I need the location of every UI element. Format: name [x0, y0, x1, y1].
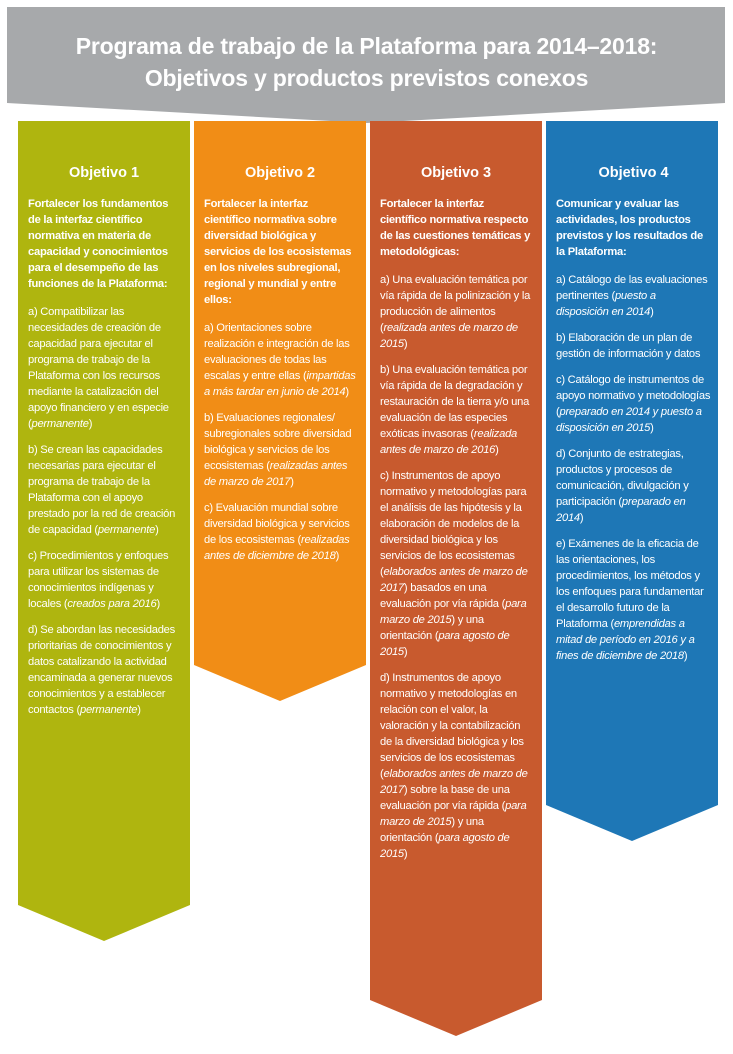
- objective-4-item-a: [556, 272, 711, 320]
- objective-3-item-a: [380, 272, 532, 352]
- item-text: d) Instrumentos de apoyo normativo y metodologías en relación con el valor, la valoración y la contabilización de la diversidad biológica y los servicios de los ecosistemas (: [380, 672, 524, 780]
- objective-3-item-c: [380, 468, 532, 660]
- item-text: e) Exámenes de la eficacia de las orientaciones, los procedimientos, los métodos y los enfoques para fundamentar el desarrollo futuro de la Plataforma (: [556, 538, 704, 630]
- item-tail-3: ): [403, 848, 408, 860]
- objective-2-column: [204, 164, 356, 574]
- objective-4-item-e: [556, 536, 711, 664]
- item-tail: ): [88, 418, 93, 430]
- item-note: preparado en 2014: [556, 496, 686, 524]
- item-tail: ): [650, 422, 654, 434]
- objective-4-intro: Comunicar y evaluar las actividades, los productos previstos y los resultados de la Plataforma:: [556, 198, 703, 258]
- item-tail: ): [335, 550, 340, 562]
- item-note-3: para agosto de 2015: [380, 630, 510, 658]
- item-text: a) Orientaciones sobre realización e integración de las evaluaciones de todas las escalas y entre ellas (: [204, 322, 350, 382]
- item-tail: ): [650, 306, 654, 318]
- objective-1-intro: Fortalecer los fundamentos de la interfaz científico normativa en materia de capacidad y conocimientos para el desempeño de las funciones de la Plataforma:: [28, 198, 169, 290]
- item-note-3: para agosto de 2015: [380, 832, 510, 860]
- item-tail: ): [403, 338, 408, 350]
- item-text: c) Instrumentos de apoyo normativo y metodologías para el análisis de las hipótesis y la elaboración de modelos de la diversidad biológica y los servicios de los ecosistemas (: [380, 470, 527, 578]
- item-tail: ) basados en una evaluación por vía rápida (: [380, 582, 506, 610]
- item-note: puesto a disposición en 2014: [556, 290, 656, 318]
- item-note: elaborados antes de marzo de 2017: [380, 566, 528, 594]
- objective-3-item-d: [380, 670, 532, 862]
- item-note: realizada antes de marzo de 2016: [380, 428, 518, 456]
- objective-3-intro: Fortalecer la interfaz científico normativa respecto de las cuestiones temáticas y metodológicas:: [380, 198, 531, 258]
- objective-1-item-d: [28, 622, 180, 718]
- item-note: permanente: [97, 524, 156, 536]
- objective-2-item-c: [204, 500, 356, 564]
- item-tail: ): [495, 444, 499, 456]
- item-note-2: para marzo de 2015: [380, 598, 527, 626]
- objective-1-item-a: [28, 304, 180, 432]
- item-tail: ): [683, 650, 688, 662]
- item-note: realizadas antes de diciembre de 2018: [204, 534, 350, 562]
- item-note-2: para marzo de 2015: [380, 800, 527, 828]
- objective-2-item-a: [204, 320, 356, 400]
- item-note: preparado en 2014 y puesto a disposición en 2015: [556, 406, 702, 434]
- item-text: b) Una evaluación temática por vía rápida de la degradación y restauración de la tierra y/o una evaluación de las especies exóticas invasoras (: [380, 364, 530, 440]
- objective-1-item-c: [28, 548, 180, 612]
- item-note: permanente: [31, 418, 89, 430]
- item-tail: ) sobre la base de una evaluación por vía rápida (: [380, 784, 510, 812]
- item-text: c) Evaluación mundial sobre diversidad biológica y servicios de los ecosistemas (: [204, 502, 350, 546]
- objective-1-item-b: [28, 442, 180, 538]
- item-text: d) Conjunto de estrategias, productos y procesos de comunicación, divulgación y participación (: [556, 448, 689, 508]
- item-tail: ): [137, 704, 141, 716]
- objective-4-title: Objetivo 4: [598, 165, 669, 181]
- objective-2-intro: Fortalecer la interfaz científico normativa sobre diversidad biológica y servicios de los ecosistemas en los niveles subregional, regional y mundial y entre ellos:: [204, 198, 352, 306]
- objective-1-title: Objetivo 1: [68, 165, 140, 181]
- item-tail-2: ) y una orientación (: [380, 614, 484, 642]
- item-text: a) Catálogo de las evaluaciones pertinentes (: [556, 274, 708, 302]
- item-note: impartidas a más tardar en junio de 2014: [204, 370, 356, 398]
- objective-4-column: [556, 164, 711, 674]
- item-note: elaborados antes de marzo de 2017: [380, 768, 528, 796]
- item-note: realizadas antes de marzo de 2017: [204, 460, 348, 488]
- item-tail-2: ) y una orientación (: [380, 816, 484, 844]
- item-note: emprendidas a mitad de período en 2016 y a fines de diciembre de 2018: [556, 618, 695, 662]
- item-text: a) Una evaluación temática por vía rápida de la polinización y la producción de alimentos (: [380, 274, 531, 334]
- objective-2-item-b: [204, 410, 356, 490]
- item-note: permanente: [79, 704, 138, 716]
- objective-3-title: Objetivo 3: [420, 165, 492, 181]
- item-tail-3: ): [403, 646, 408, 658]
- item-tail: ): [345, 386, 349, 398]
- item-text: a) Compatibilizar las necesidades de creación de capacidad para ejecutar el programa de trabajo de la Plataforma con los recursos mediante la catalización del apoyo financiero y en especie (: [28, 306, 169, 430]
- item-tail: ): [579, 512, 584, 524]
- objective-4-item-c: [556, 372, 711, 436]
- objective-3-item-b: [380, 362, 532, 458]
- item-tail: ): [156, 598, 160, 610]
- item-tail: ): [290, 476, 294, 488]
- item-text: c) Catálogo de instrumentos de apoyo normativo y metodologías (: [556, 374, 711, 418]
- item-note: creados para 2016: [67, 598, 157, 610]
- objective-4-item-b: [556, 330, 711, 362]
- item-text: b) Se crean las capacidades necesarias para ejecutar el programa de trabajo de la Plataforma con el apoyo prestado por la red de creación de capacidad (: [28, 444, 176, 536]
- objective-2-title: Objetivo 2: [244, 165, 316, 181]
- item-text: d) Se abordan las necesidades prioritarias de conocimientos y datos catalizando la actividad encaminada a generar nuevos conocimientos y a establecer contactos (: [28, 624, 175, 716]
- objective-1-column: [28, 164, 180, 728]
- title-line-2: Objetivos y productos previstos conexos: [144, 65, 589, 91]
- title-line-1: Programa de trabajo de la Plataforma para 2014–2018:: [75, 33, 658, 59]
- objective-3-column: [380, 164, 532, 872]
- item-text: b) Elaboración de un plan de gestión de información y datos: [556, 332, 701, 360]
- item-text: c) Procedimientos y enfoques para utilizar los sistemas de conocimientos indígenas y locales (: [28, 550, 169, 610]
- objective-4-item-d: [556, 446, 711, 526]
- item-note: realizada antes de marzo de 2015: [380, 322, 518, 350]
- item-tail: ): [155, 524, 159, 536]
- item-text: b) Evaluaciones regionales/ subregionales sobre diversidad biológica y servicios de los ecosistemas (: [204, 412, 352, 472]
